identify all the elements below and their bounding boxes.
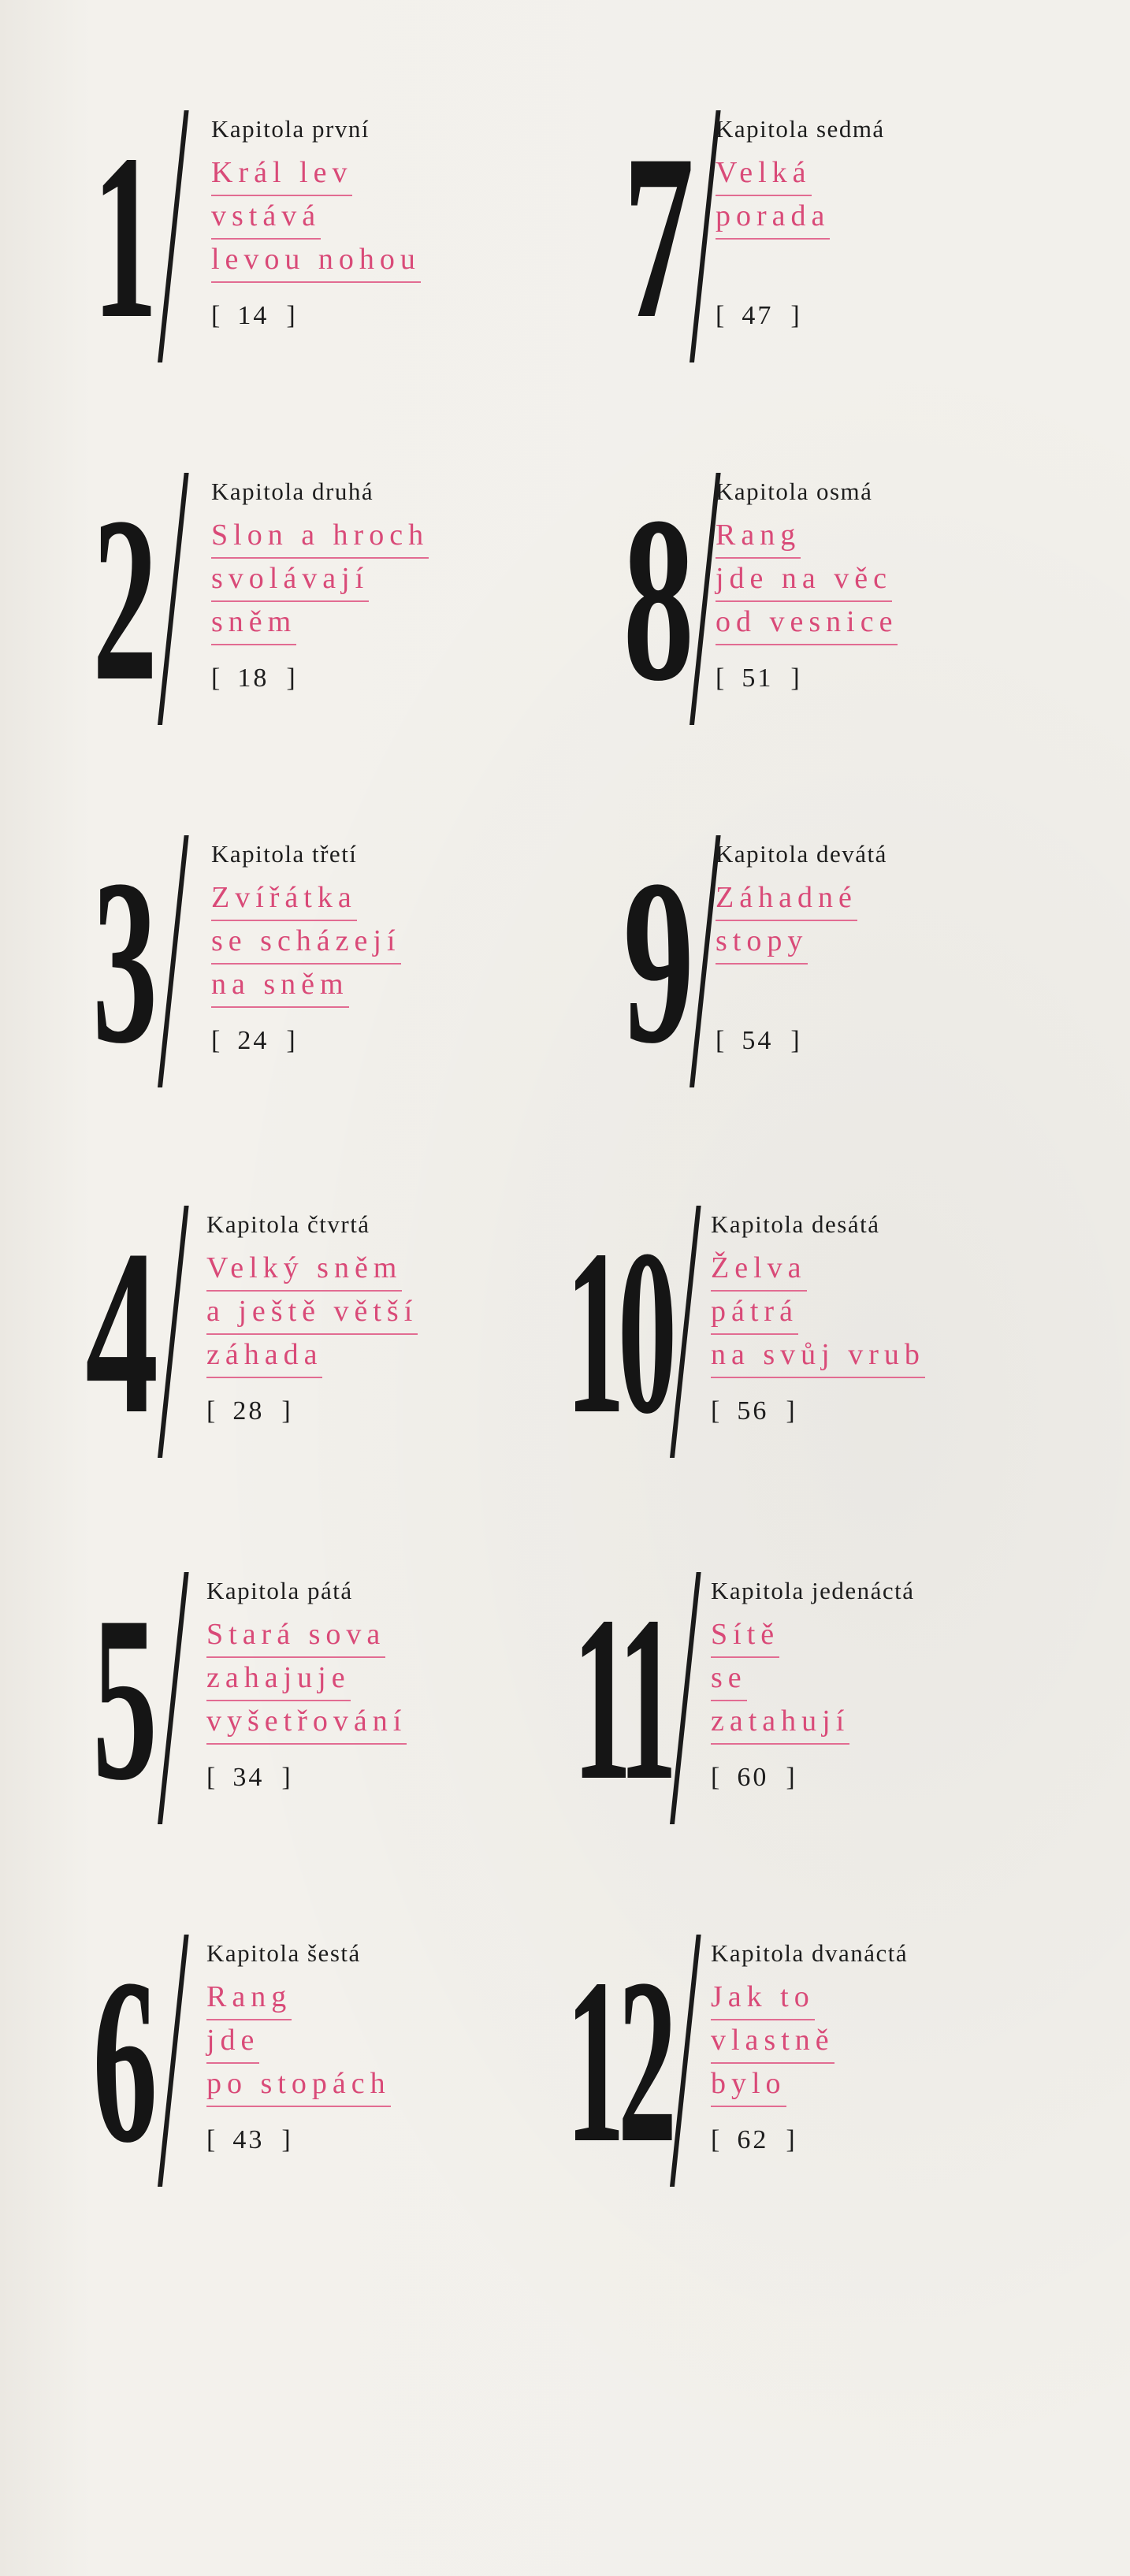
chapter-title[interactable] [716, 878, 857, 965]
chapter-label: Kapitola jedenáctá [711, 1577, 915, 1604]
chapter-7[interactable] [504, 106, 1048, 457]
title-line: zatahují [711, 1701, 849, 1745]
title-line: stopy [716, 921, 808, 965]
title-line: vstává [211, 196, 321, 240]
title-line: Sítě [711, 1615, 779, 1658]
chapter-1[interactable] [0, 106, 544, 457]
separator-slash [158, 1935, 189, 2187]
chapter-label: Kapitola první [211, 115, 370, 143]
chapter-label: Kapitola druhá [211, 478, 374, 505]
chapter-11[interactable] [481, 1567, 1024, 1919]
title-line: Stará sova [206, 1615, 385, 1658]
page-number[interactable]: [ 62 ] [711, 2125, 795, 2154]
separator-slash [670, 1572, 701, 1824]
chapter-9[interactable] [504, 831, 1048, 1182]
page-number[interactable]: [ 56 ] [711, 1396, 795, 1426]
title-line: jde [206, 2020, 259, 2064]
title-line: záhada [206, 1335, 322, 1378]
chapter-label: Kapitola desátá [711, 1210, 880, 1238]
chapter-12[interactable] [481, 1930, 1024, 2281]
chapter-10[interactable] [481, 1201, 1024, 1552]
chapter-4[interactable] [0, 1201, 544, 1552]
title-line: sněm [211, 602, 296, 645]
separator-slash [670, 1206, 701, 1458]
chapter-numeral: 7 [623, 106, 686, 367]
chapter-3[interactable] [0, 831, 544, 1182]
title-line: Slon a hroch [211, 515, 429, 559]
chapter-title[interactable] [211, 878, 401, 1008]
title-line: vyšetřování [206, 1701, 407, 1745]
chapter-6[interactable] [0, 1930, 544, 2281]
chapter-title[interactable] [711, 1977, 834, 2107]
title-line: levou nohou [211, 240, 421, 283]
chapter-8[interactable] [504, 468, 1048, 820]
separator-slash [158, 835, 189, 1087]
chapter-label: Kapitola sedmá [716, 115, 885, 143]
chapter-title[interactable] [206, 1615, 407, 1745]
chapter-5[interactable] [0, 1567, 544, 1919]
chapter-numeral: 1 [92, 106, 150, 367]
chapter-label: Kapitola třetí [211, 840, 358, 868]
separator-slash [158, 1206, 189, 1458]
chapter-title[interactable] [206, 1977, 391, 2107]
title-line: zahajuje [206, 1658, 351, 1701]
title-line: Rang [716, 515, 801, 559]
chapter-numeral: 10 [566, 1201, 670, 1463]
title-line: pátrá [711, 1292, 798, 1335]
title-line: svolávají [211, 559, 369, 602]
chapter-title[interactable] [206, 1248, 418, 1378]
page-number[interactable]: [ 34 ] [206, 1763, 291, 1792]
chapter-title[interactable] [716, 515, 898, 645]
title-line: jde na věc [716, 559, 892, 602]
chapter-title[interactable] [711, 1248, 925, 1378]
chapter-label: Kapitola čtvrtá [206, 1210, 370, 1238]
title-line: po stopách [206, 2064, 391, 2107]
separator-slash [158, 110, 189, 362]
chapter-label: Kapitola šestá [206, 1939, 361, 1967]
title-line: od vesnice [716, 602, 898, 645]
separator-slash [670, 1935, 701, 2187]
chapter-numeral: 11 [572, 1567, 670, 1829]
page-number[interactable]: [ 47 ] [716, 301, 800, 330]
page-number[interactable]: [ 43 ] [206, 2125, 291, 2154]
chapter-label: Kapitola devátá [716, 840, 887, 868]
title-line: porada [716, 196, 830, 240]
chapter-title[interactable] [711, 1615, 849, 1745]
title-line: Velký sněm [206, 1248, 402, 1292]
title-line: Rang [206, 1977, 292, 2020]
chapter-label: Kapitola osmá [716, 478, 873, 505]
page-number[interactable]: [ 28 ] [206, 1396, 291, 1426]
separator-slash [158, 473, 189, 725]
page-number[interactable]: [ 14 ] [211, 301, 296, 330]
title-line: a ještě větší [206, 1292, 418, 1335]
chapter-label: Kapitola pátá [206, 1577, 353, 1604]
chapter-title[interactable] [716, 153, 830, 240]
title-line: Záhadné [716, 878, 857, 921]
chapter-numeral: 9 [623, 831, 686, 1092]
page-number[interactable]: [ 51 ] [716, 664, 800, 693]
title-line: Velká [716, 153, 812, 196]
title-line: bylo [711, 2064, 786, 2107]
chapter-numeral: 3 [92, 831, 150, 1092]
title-line: se scházejí [211, 921, 401, 965]
title-line: vlastně [711, 2020, 834, 2064]
chapter-numeral: 12 [566, 1930, 670, 2191]
page-number[interactable]: [ 60 ] [711, 1763, 795, 1792]
page-number[interactable]: [ 54 ] [716, 1026, 800, 1055]
chapter-numeral: 4 [85, 1201, 150, 1463]
title-line: Jak to [711, 1977, 815, 2020]
chapter-numeral: 6 [92, 1930, 150, 2191]
title-line: Zvířátka [211, 878, 357, 921]
chapter-numeral: 2 [92, 468, 150, 730]
chapter-title[interactable] [211, 515, 429, 645]
chapter-2[interactable] [0, 468, 544, 820]
page-number[interactable]: [ 24 ] [211, 1026, 296, 1055]
separator-slash [158, 1572, 189, 1824]
chapter-title[interactable] [211, 153, 421, 283]
title-line: se [711, 1658, 747, 1701]
page-number[interactable]: [ 18 ] [211, 664, 296, 693]
title-line: Želva [711, 1248, 807, 1292]
chapter-numeral: 8 [623, 468, 686, 730]
chapter-numeral: 5 [92, 1567, 150, 1829]
title-line: na svůj vrub [711, 1335, 925, 1378]
chapter-label: Kapitola dvanáctá [711, 1939, 909, 1967]
title-line: Král lev [211, 153, 352, 196]
title-line: na sněm [211, 965, 349, 1008]
